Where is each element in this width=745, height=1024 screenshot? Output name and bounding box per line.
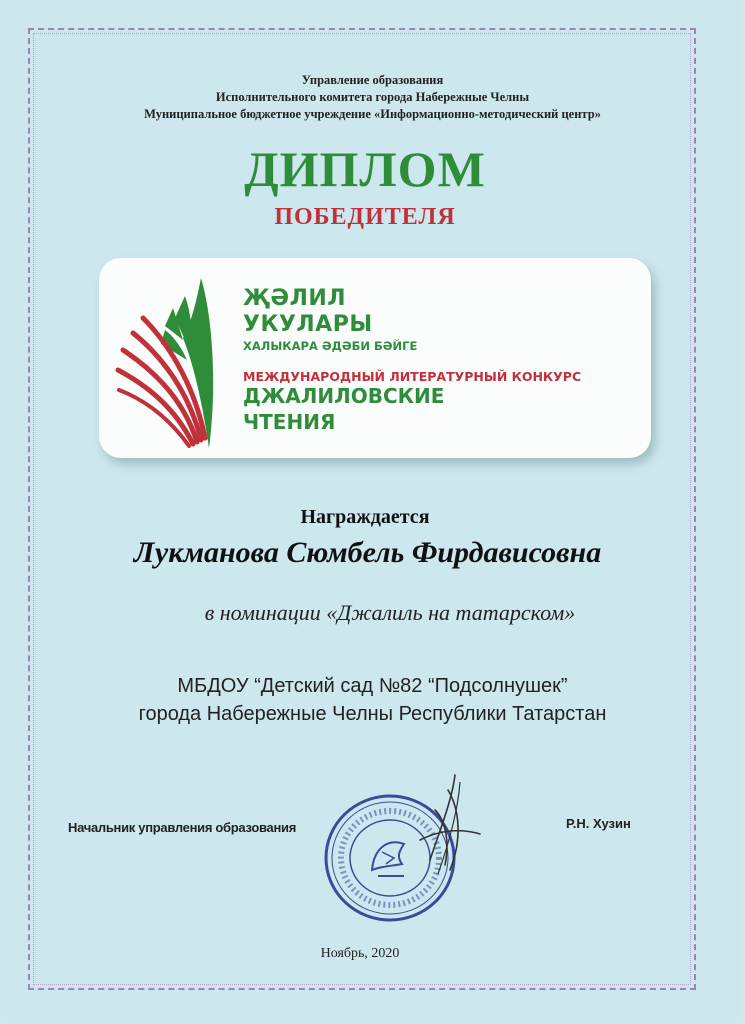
logo-title-russian-2: ЧТЕНИЯ xyxy=(243,410,336,434)
issuer-line-3: Муниципальное бюджетное учреждение «Информационно-методический центр» xyxy=(144,107,601,121)
recipient-name: Лукманова Сюмбель Фирдависовна xyxy=(133,536,602,569)
signatory-role: Начальник управления образования xyxy=(68,820,296,835)
logo-title-tatar-2: УКУЛАРЫ xyxy=(243,312,373,337)
feather-logo-icon xyxy=(113,278,228,453)
logo-subtitle-russian: МЕЖДУНАРОДНЫЙ ЛИТЕРАТУРНЫЙ КОНКУРС xyxy=(243,369,582,384)
handwritten-signature-icon xyxy=(400,770,510,880)
organization-line-1: МБДОУ “Детский сад №82 “Подсолнушек” xyxy=(177,675,568,697)
issuer-line-1: Управление образования xyxy=(301,73,444,87)
awarded-label: Награждается xyxy=(300,506,430,528)
diploma-subtitle: ПОБЕДИТЕЛЯ xyxy=(274,204,456,230)
issuer-header xyxy=(0,72,745,123)
organization-block xyxy=(0,672,745,728)
logo-subtitle-tatar: ХАЛЫКАРА ӘДӘБИ БӘЙГЕ xyxy=(243,339,418,353)
nomination-text: в номинации «Джалиль на татарском» xyxy=(204,600,576,625)
logo-title-russian-1: ДЖАЛИЛОВСКИЕ xyxy=(243,384,445,408)
issue-date: Ноябрь, 2020 xyxy=(320,946,400,961)
issuer-line-2: Исполнительного комитета города Набережные Челны xyxy=(215,90,530,104)
organization-line-2: города Набережные Челны Республики Татарстан xyxy=(138,703,607,725)
diploma-title: ДИПЛОМ xyxy=(244,141,486,197)
signatory-name: Р.Н. Хузин xyxy=(566,816,631,831)
logo-title-tatar-1: ҖӘЛИЛ xyxy=(243,286,347,311)
